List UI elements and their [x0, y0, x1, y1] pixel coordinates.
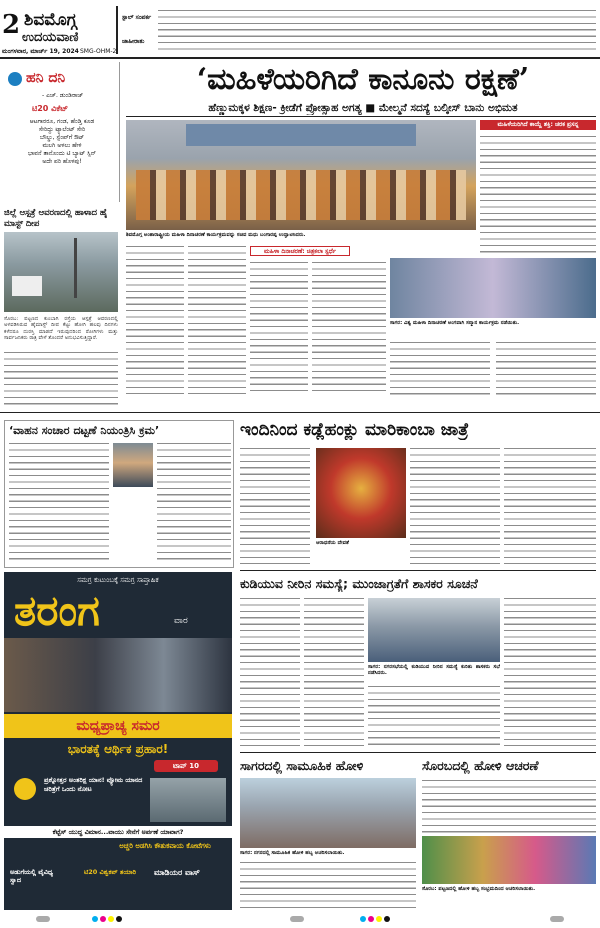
paper-name: ಉದಯವಾಣಿ [22, 30, 79, 45]
taranga-strip: ಕೆಟ್ಟೆಸ್ ಯುದ್ಧ ವಿಮಾನ...ವಾಯು ಸೇನೆಗೆ ಅರ್ಪಣೆ ಯಾವಾಗ? [4, 826, 232, 838]
left-photo [4, 232, 118, 312]
kadle-col3 [504, 446, 596, 564]
kadle-col2 [410, 446, 500, 564]
hanidani-box [2, 62, 120, 202]
taranga-bottom1: ಅಡುಗೆಯಲ್ಲಿ ವೈವಿಧ್ಯ ಸ್ವಾದ [10, 868, 54, 884]
holi-sagara-body [240, 860, 416, 910]
water-headline: ಕುಡಿಯುವ ನೀರಿನ ಸಮಸ್ಯೆ; ಮುಂಜಾಗ್ರತೆಗೆ ಶಾಸಕರ ಸೂಚನೆ [240, 576, 478, 591]
hanidani-logo: ಹನಿ ದನಿ [26, 70, 66, 86]
lead-col3 [250, 260, 308, 394]
lead-photo2 [390, 258, 596, 318]
ad-label: ಜಾಹೀರಾತು [122, 38, 145, 45]
taranga-top10: ಟಾಪ್ 10 [154, 760, 218, 772]
taranga-bottom3: ಮಾಡಿಯರ ವಾಸ್ [154, 868, 200, 877]
lead-col1 [126, 244, 184, 394]
taranga-box2: ಅಚ್ಚರಿ ಅಡಗಿಸಿ ಕೌತುಕವಾಯ ಕೋಟೆಗಳು [119, 842, 211, 850]
hanidani-line-2: ಸೇರಿದ್ದು ಟ್ಯಾಲೆಂಟ್ ಸೇರಿ [38, 126, 86, 133]
reg-mark-6 [290, 916, 304, 922]
reg-mark-10 [384, 916, 390, 922]
lead-photo-banner [186, 124, 416, 146]
taranga-tagline: ಭಾರತಕ್ಕೆ ಆರ್ಥಿಕ ಪ್ರಹಾರ! [67, 742, 169, 756]
holi-sagara-caption: ಸಾಗರ: ನಗರದಲ್ಲಿ ಸಾಮೂಹಿಕ ಹೋಳಿ ಹಬ್ಬ ಆಚರಿಸಲಾಯಿತು. [240, 850, 345, 856]
lamp-post [74, 238, 77, 298]
reg-mark-8 [368, 916, 374, 922]
left-lead: ಸೊರಬ: ಪಟ್ಟಣದ ಕುಂಬಾಗಿ ರಸ್ತೆಯ ಆಸ್ಪತ್ರೆ ಆವರಣದಲ್ಲಿ ಅಳವಡಿಸಿರುವ ಹೈಮಾಸ್ಟ್ ದೀಪ ಕೆಟ್ಟು ಹೋಗಿ ಹಲವು ದಿನಗಳು ಕಳೆದರೂ ದುರಸ್ತಿ ಮಾಡದೆ ಇರುವುದರಿಂದ ರೋಗಿಗಳು ಮತ್ತು ಸಾರ್ವಜನಿಕರು ರಾತ್ರಿ ವೇಳೆ ತೊಂದರೆ ಅನುಭವಿಸುತ್ತಿದ್ದಾರೆ. [4, 316, 118, 342]
lead-col2 [188, 244, 246, 394]
traffic-box [4, 420, 234, 568]
reg-mark-3 [100, 916, 106, 922]
hanidani-line-6: ಅದೇ ಪರಿ ಹೊಳಪು! [42, 158, 82, 165]
lead-col4 [312, 260, 386, 394]
hanidani-line-4: ಮಲಗಿ ಅಳಲು ಹೇಳಿ [42, 142, 82, 149]
reg-mark-4 [108, 916, 114, 922]
lead-photo2-caption: ಸಾಗರ: ವಿಶ್ವ ಮಹಿಳಾ ದಿನಾಚರಣೆ ಅಂಗವಾಗಿ ಸನ್ಮಾನ ಕಾರ್ಯಕ್ರಮ ನಡೆಯಿತು. [390, 320, 520, 326]
lead-caption: ಶಿವಮೊಗ್ಗ ಅಂತಾರಾಷ್ಟ್ರೀಯ ಮಹಿಳಾ ದಿನಾಚರಣೆ ಕಾರ್ಯಕ್ರಮವನ್ನು ಸಚಿವ ಮಧು ಬಂಗಾರಪ್ಪ ಉದ್ಘಾಟಿಸಿದರು. [126, 232, 306, 238]
hanidani-line-5: ಭಾವನೆ ತಾನೊಂದು ಟಿ ಬ್ಯಾಟ್ ಸ್ಪಿನ್ [27, 150, 97, 157]
taranga-rocket-icon [14, 778, 36, 800]
taranga-photo-2 [150, 778, 226, 822]
taranga-feature: ಪ್ರಶ್ನೋತ್ತರ ಅಂತರಿಕ್ಷ ಯಾನ! ವ್ಯೋಮ ಯಾನದ ಚರಿತ್ರೆಗೆ ಒಂದು ನೋಟ [44, 776, 143, 793]
taranga-subtitle: ವಾರ [174, 616, 188, 626]
lead-subhead: ಹೆಣ್ಣುಮಕ್ಕಳ ಶಿಕ್ಷಣ- ಕ್ರೀಡೆಗೆ ಪ್ರೋತ್ಸಾಹ ಅಗತ್ಯ ■ ಮೇಲ್ಮನೆ ಸದಸ್ಯೆ ಬಲ್ಕೀಸ್ ಬಾನು ಅಭಿಮತ [208, 102, 518, 114]
reg-mark-2 [92, 916, 98, 922]
section-rule-2 [240, 570, 596, 571]
holi-soraba-caption: ಸೊರಬ: ಪಟ್ಟಣದಲ್ಲಿ ಹೋಳಿ ಹಬ್ಬ ಸಂಭ್ರಮದಿಂದ ಆಚರಿಸಲಾಯಿತು. [422, 886, 536, 892]
left-headline: ಜಿಲ್ಲೆ ಆಸ್ಪತ್ರೆ ಆವರಣದಲ್ಲಿ ಹಾಳಾದ ಹೈ ಮಾಸ್ಟ್ ದೀಪ [4, 208, 108, 229]
kadle-col1 [240, 446, 310, 564]
lead-col5 [390, 340, 490, 396]
lead-box-label: ಮಹಿಳಾ ದಿನಾಚರಣೆ: ಚಿತ್ರಕಲಾ ಸ್ಪರ್ಧೆ [250, 246, 350, 256]
masthead-divider [116, 6, 118, 54]
kadle-photo [316, 448, 406, 538]
water-caption: ಸಾಗರ: ನಗರಸಭೆಯಲ್ಲಿ ಕುಡಿಯುವ ನೀರಿನ ಸಮಸ್ಯೆ ಕುರಿತು ಶಾಸಕರು ಸಭೆ ನಡೆಸಿದರು. [368, 664, 500, 677]
holi-soraba-body [422, 778, 596, 834]
hanidani-title: ಟಿ20 ವಿಕೆಟ್ [32, 104, 69, 113]
kadle-box-label: ಆರಾಧನೆಯ ದೇವತೆ [316, 540, 349, 546]
water-col4 [368, 684, 500, 746]
holi-soraba-headline: ಸೊರಬದಲ್ಲಿ ಹೋಳಿ ಆಚರಣೆ [422, 758, 539, 773]
taranga-title: ತರಂಗ [14, 586, 100, 635]
traffic-col2 [157, 441, 231, 563]
lead-photo [126, 120, 476, 230]
traffic-headline: ‘ವಾಹನ ಸಂಚಾರ ದಟ್ಟಣೆ ನಿಯಂತ್ರಿಸಿ ಕ್ರಮ’ [9, 424, 160, 437]
water-col3 [504, 596, 596, 746]
holi-soraba-photo [422, 836, 596, 884]
section-rule-1 [0, 412, 600, 413]
traffic-photo [113, 443, 153, 487]
masthead-text-block [158, 8, 596, 54]
left-body [4, 350, 118, 406]
holi-sagara-photo [240, 778, 416, 848]
hanidani-byline: - ಎಚ್. ಡುಂಡಿರಾಜ್ [42, 92, 84, 99]
edition-code: SMG-OHM-2 [80, 48, 117, 55]
taranga-kicker: ಸಮಗ್ರ ಕುಟುಂಬಕ್ಕೆ ಸಮಗ್ರ ಸಾಪ್ತಾಹಿಕ [77, 576, 159, 584]
water-col1 [240, 596, 300, 746]
reg-mark-5 [116, 916, 122, 922]
people-row [136, 170, 466, 220]
lead-subhead-rule [126, 116, 596, 117]
hanidani-line-1: ಆಟಗಾರರೂ, ಗಂಡ, ಹೆಂಡ್ತಿ ಕೂಡ [29, 118, 95, 125]
reg-mark-1 [36, 916, 50, 922]
ambulance-shape [12, 276, 42, 296]
city-name: ಶಿವಮೊಗ್ಗ [24, 10, 77, 30]
section-rule-3 [240, 752, 596, 753]
masthead-bottom-rule [0, 57, 600, 59]
reg-mark-9 [376, 916, 382, 922]
topbox-label: ಸ್ಟಾಲ್ ಸಂಪರ್ಕ [122, 14, 152, 21]
kadle-headline: ಇಂದಿನಿಂದ ಕಡ್ಲೆಹಂಕ್ಲು ಮಾರಿಕಾಂಬಾ ಜಾತ್ರೆ [240, 420, 469, 440]
taranga-cover-photo [4, 638, 232, 712]
lead-headline: ‘ಮಹಿಳೆಯರಿಗಿದೆ ಕಾನೂನು ರಕ್ಷಣೆ’ [196, 62, 530, 97]
water-col2 [304, 596, 364, 746]
lead-sidebar-body [480, 134, 596, 254]
taranga-ad [4, 572, 232, 910]
water-photo [368, 598, 500, 662]
reg-mark-7 [360, 916, 366, 922]
page-number: 2 [2, 10, 21, 40]
lead-col6 [496, 340, 596, 396]
reg-mark-11 [550, 916, 564, 922]
hanidani-line-3: ಬೌಲ್ಡು, ಸ್ಟೆಂಪ್‌ಗೆ ಔಟ್ [39, 134, 85, 141]
hanidani-logo-icon [8, 72, 22, 86]
registration-marks [0, 914, 600, 926]
edition-date: ಮಂಗಳವಾರ, ಮಾರ್ಚ್ 19, 2024 [2, 48, 79, 55]
holi-sagara-headline: ಸಾಗರದಲ್ಲಿ ಸಾಮೂಹಿಕ ಹೋಳಿ [240, 758, 364, 773]
lead-sidebar-label: ಮಹಿಳೆಯರಿಗಿದೆ ಕಾಯ್ದೆ ಶಕ್ತಿ: ಚರಕ ಪ್ರಸನ್ನ [480, 120, 596, 130]
traffic-col1 [9, 441, 109, 563]
taranga-banner: ಮಧ್ಯಪ್ರಾಚ್ಯ ಸಮರ [4, 714, 232, 738]
taranga-bottom2: ಟಿ20 ವಿಶ್ವಕಪ್ ತಯಾರಿ [84, 868, 137, 876]
